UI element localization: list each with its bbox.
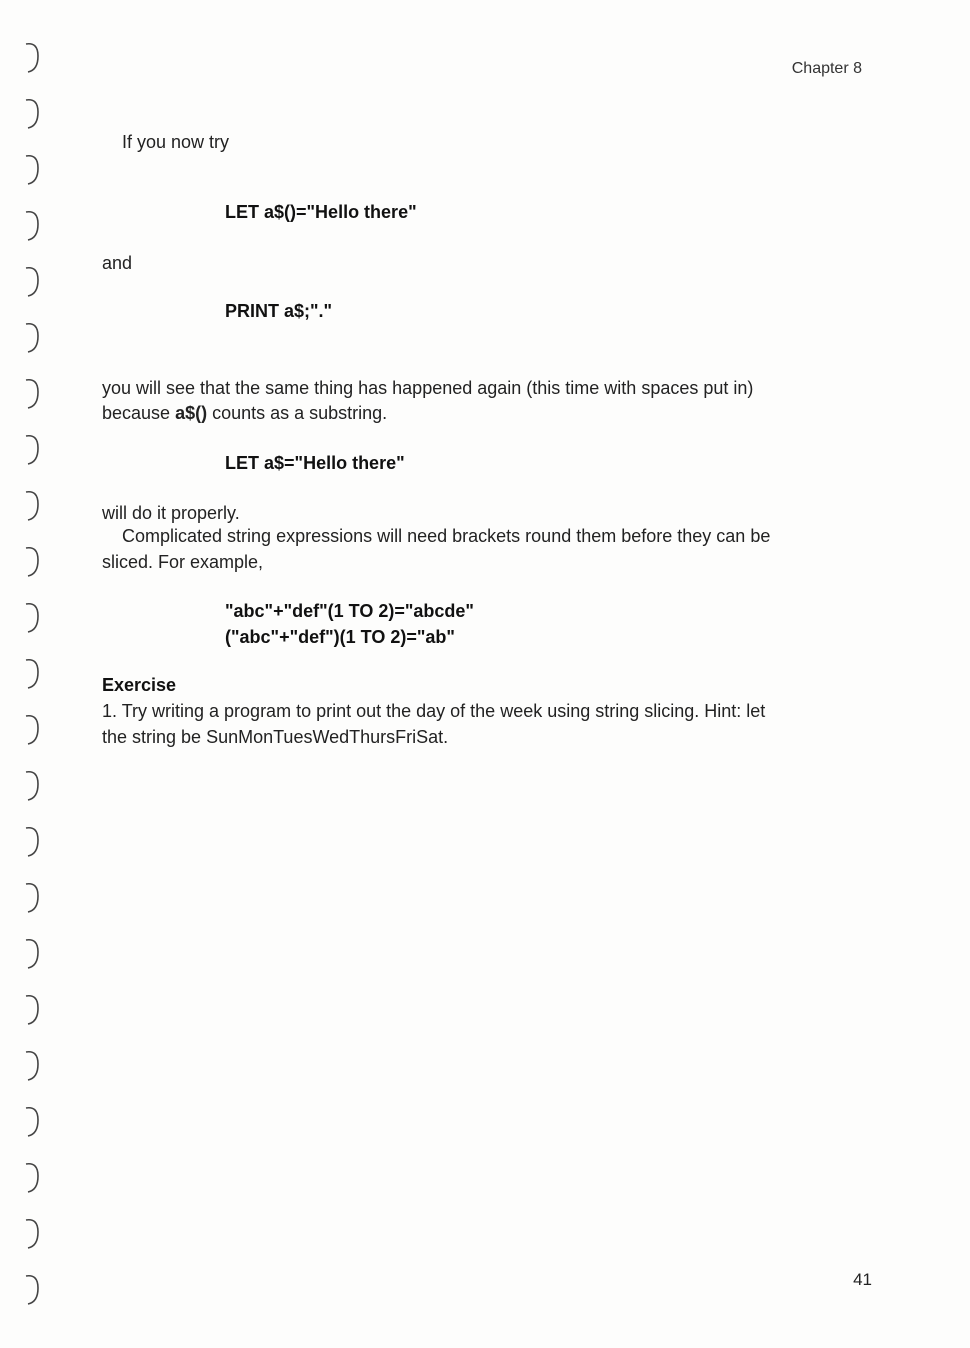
- binding-ring-icon: [18, 430, 46, 468]
- paragraph-1-line-2: [102, 400, 387, 426]
- binding-ring-icon: [18, 654, 46, 692]
- binding-ring-icon: [18, 710, 46, 748]
- code-line-4: "abc"+"def"(1 TO 2)="abcde": [225, 601, 474, 621]
- binding-ring-icon: [18, 1214, 46, 1252]
- binding-ring-icon: [18, 206, 46, 244]
- binding-ring-icon: [18, 1102, 46, 1140]
- binding-ring-icon: [18, 38, 46, 76]
- binding-ring-icon: [18, 94, 46, 132]
- paragraph-1-line-1: you will see that the same thing has happened again (this time with spaces put in): [102, 378, 754, 398]
- binding-ring-icon: [18, 766, 46, 804]
- binding-ring-icon: [18, 1046, 46, 1084]
- inline-code: a$(): [175, 403, 208, 423]
- chapter-header: Chapter 8: [791, 60, 862, 77]
- paragraph-3-line-2: sliced. For example,: [102, 552, 264, 572]
- paragraph-2: will do it properly.: [102, 503, 240, 523]
- binding-ring-icon: [18, 486, 46, 524]
- code-line-2: PRINT a$;".": [225, 301, 333, 321]
- binding-ring-icon: [18, 318, 46, 356]
- binding-ring-icon: [18, 150, 46, 188]
- binding-ring-icon: [18, 542, 46, 580]
- intro-text: If you now try: [122, 132, 230, 152]
- spiral-binding: [18, 20, 58, 1320]
- binding-ring-icon: [18, 1270, 46, 1308]
- exercise-heading: Exercise: [102, 675, 177, 695]
- exercise-line-1: 1. Try writing a program to print out the day of the week using string slicing. Hint: let: [102, 701, 766, 721]
- binding-ring-icon: [18, 934, 46, 972]
- exercise-line-2: the string be SunMonTuesWedThursFriSat.: [102, 727, 449, 747]
- code-line-3: LET a$="Hello there": [225, 453, 405, 473]
- binding-ring-icon: [18, 1158, 46, 1196]
- paragraph-1-text: counts as a substring.: [207, 403, 388, 423]
- binding-ring-icon: [18, 878, 46, 916]
- binding-ring-icon: [18, 822, 46, 860]
- binding-ring-icon: [18, 598, 46, 636]
- code-line-1: LET a$()="Hello there": [225, 202, 417, 222]
- code-line-5: ("abc"+"def")(1 TO 2)="ab": [225, 627, 455, 647]
- binding-ring-icon: [18, 990, 46, 1028]
- and-text: and: [102, 253, 133, 273]
- paragraph-3-line-1: Complicated string expressions will need brackets round them before they can be: [122, 526, 771, 546]
- paragraph-1-text: because: [102, 403, 176, 423]
- binding-ring-icon: [18, 374, 46, 412]
- binding-ring-icon: [18, 262, 46, 300]
- page-number: 41: [853, 1270, 872, 1289]
